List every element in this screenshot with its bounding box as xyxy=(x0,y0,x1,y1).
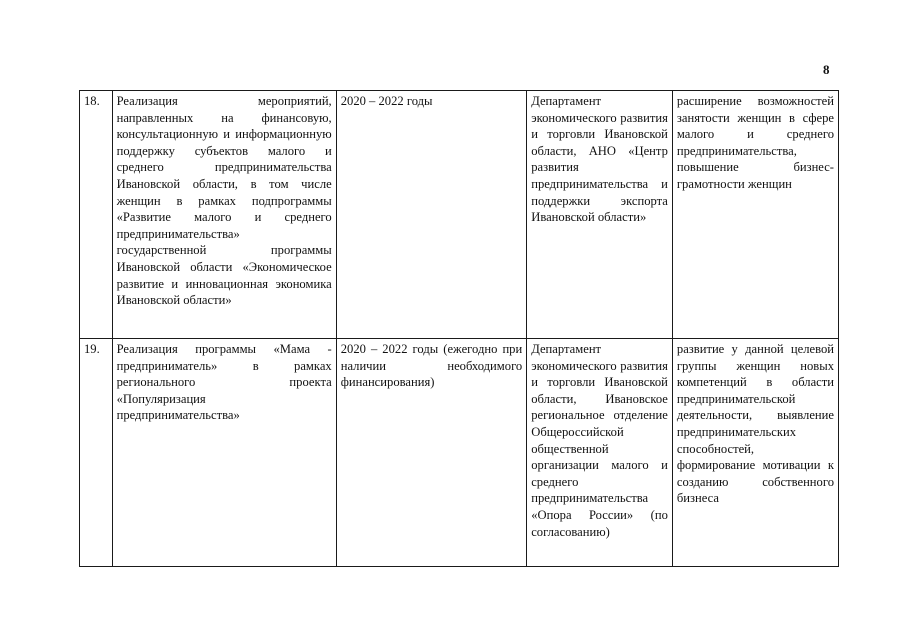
period-cell xyxy=(336,339,527,567)
executor-cell xyxy=(527,91,673,339)
result-cell xyxy=(672,91,838,339)
executor-cell xyxy=(527,339,673,567)
measures-table xyxy=(79,90,839,567)
row-number: 18. xyxy=(84,94,100,108)
responsible-executor: Департамент экономического развития и торговли Ивановской области, АНО «Центр развития предпринимательства и поддержки экспорта Ивановской области» xyxy=(531,94,668,225)
description-cell xyxy=(112,339,336,567)
implementation-period: 2020 – 2022 годы (ежегодно при наличии необходимого финансирования) xyxy=(340,342,523,390)
row-number-cell xyxy=(80,91,113,339)
responsible-executor: Департамент экономического развития и торговли Ивановской области, Ивановское региональное отделение Общероссийской общественной организации малого и среднего предпринимательства «Опора России» (по согласованию) xyxy=(531,342,668,539)
description-cell xyxy=(112,91,336,339)
period-cell xyxy=(336,91,527,339)
table-row xyxy=(80,91,839,339)
row-number-cell xyxy=(80,339,113,567)
expected-result: развитие у данной целевой группы женщин новых компетенций в области предпринимательской деятельности, выявление предпринимательских способностей, формирование мотивации к созданию собственного бизнеса xyxy=(676,342,834,506)
page-number: 8 xyxy=(823,62,830,77)
measure-description: Реализация мероприятий, направленных на финансовую, консультационную и информационную поддержку субъектов малого и среднего предпринимательства Ивановской области, в том числе женщин в рамках подпрограммы «Развитие малого и среднего предпринимательства» государственной программы Ивановской области «Экономическое развитие и инновационная экономика Ивановской области» xyxy=(116,94,332,308)
measure-description: Реализация программы «Мама - предприниматель» в рамках регионального проекта «Популяризация предпринимательства» xyxy=(116,342,332,423)
row-number: 19. xyxy=(84,342,100,356)
expected-result: расширение возможностей занятости женщин в сфере малого и среднего предпринимательства, повышение бизнес-грамотности женщин xyxy=(676,94,834,191)
implementation-period: 2020 – 2022 годы xyxy=(340,94,433,108)
table-row xyxy=(80,339,839,567)
result-cell xyxy=(672,339,838,567)
